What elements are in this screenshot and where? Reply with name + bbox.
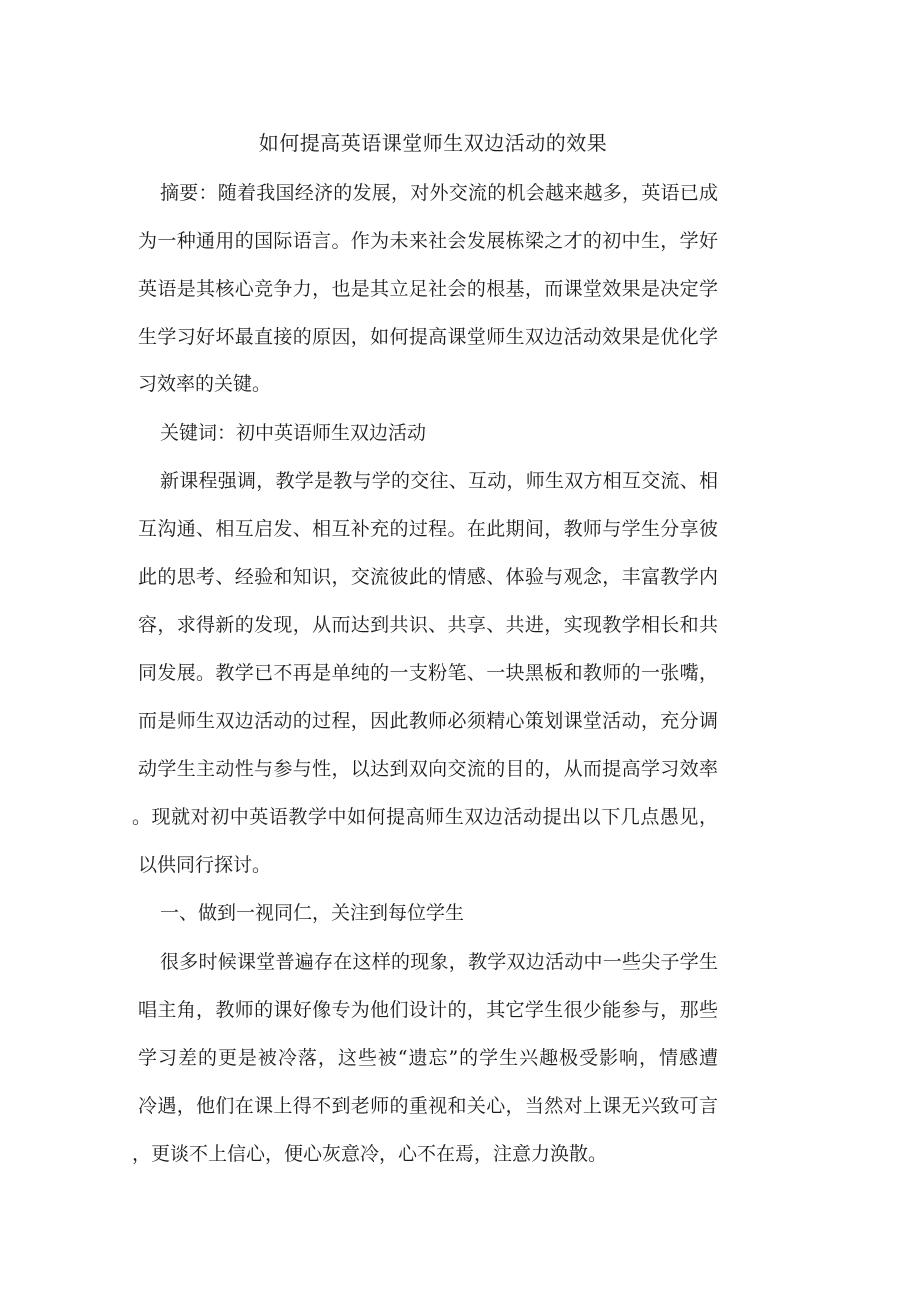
intro-line: 。现就对初中英语教学中如何提高师生双边活动提出以下几点愚见， xyxy=(132,806,718,828)
abstract-line: 为一种通用的国际语言。作为未来社会发展栋梁之才的初中生，学好 xyxy=(138,230,718,252)
abstract-line: 生学习好坏最直接的原因，如何提高课堂师生双边活动效果是优化学 xyxy=(138,326,718,348)
section-heading: 一、做到一视同仁，关注到每位学生 xyxy=(160,902,465,924)
section-body-line: 冷遇，他们在课上得不到老师的重视和关心，当然对上课无兴致可言 xyxy=(138,1095,718,1117)
intro-line: 而是师生双边活动的过程，因此教师必须精心策划课堂活动，充分调 xyxy=(138,710,718,732)
section-body-line: 唱主角，教师的课好像专为他们设计的，其它学生很少能参与，那些 xyxy=(138,999,718,1021)
intro-line: 容，求得新的发现，从而达到共识、共享、共进，实现教学相长和共 xyxy=(138,614,718,636)
abstract-line: 习效率的关键。 xyxy=(138,373,272,395)
abstract-line: 摘要：随着我国经济的发展，对外交流的机会越来越多，英语已成 xyxy=(160,182,718,204)
intro-line: 此的思考、经验和知识，交流彼此的情感、体验与观念，丰富教学内 xyxy=(138,566,718,588)
intro-line: 新课程强调，教学是教与学的交往、互动，师生双方相互交流、相 xyxy=(160,470,718,492)
section-body-line: 学习差的更是被冷落，这些被“遗忘”的学生兴趣极受影响，情感遭 xyxy=(138,1047,718,1069)
intro-line: 同发展。教学已不再是单纯的一支粉笔、一块黑板和教师的一张嘴， xyxy=(138,662,718,684)
keywords-line: 关键词：初中英语师生双边活动 xyxy=(160,422,427,444)
intro-line: 以供同行探讨。 xyxy=(138,854,272,876)
document-title: 如何提高英语课堂师生双边活动的效果 xyxy=(258,131,608,155)
intro-line: 动学生主动性与参与性，以达到双向交流的目的，从而提高学习效率 xyxy=(138,758,718,780)
intro-line: 互沟通、相互启发、相互补充的过程。在此期间，教师与学生分享彼 xyxy=(138,518,718,540)
section-body-line: 很多时候课堂普遍存在这样的现象，教学双边活动中一些尖子学生 xyxy=(160,951,718,973)
abstract-line: 英语是其核心竞争力，也是其立足社会的根基，而课堂效果是决定学 xyxy=(138,278,718,300)
section-body-line: ，更谈不上信心，便心灰意冷，心不在焉，注意力涣散。 xyxy=(132,1143,608,1165)
